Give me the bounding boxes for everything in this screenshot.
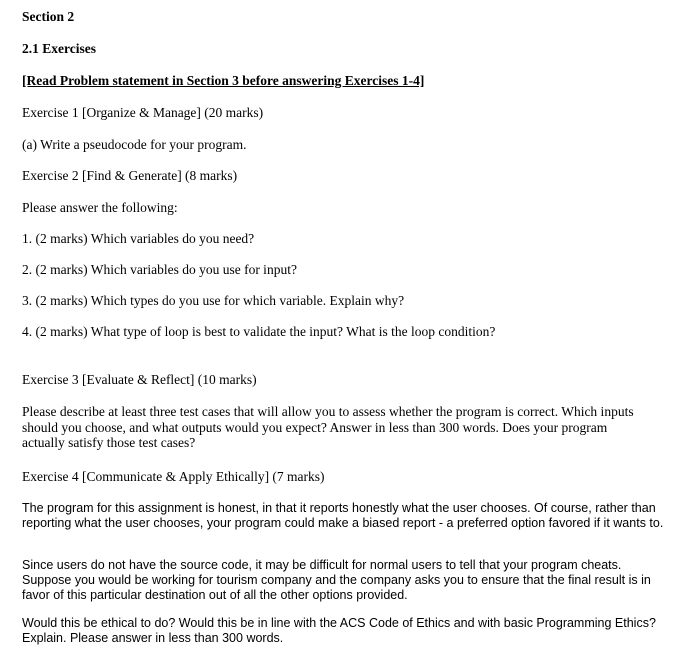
instruction-note: [Read Problem statement in Section 3 before answering Exercises 1-4] [22,73,425,88]
exercise4-paragraph-3: Would this be ethical to do? Would this be in line with the ACS Code of Ethics and with basic Programming Ethics? Explain. Please answer in less than 300 words. [22,616,656,645]
exercise3-body: Please describe at least three test cases that will allow you to assess whether the program is correct. Which inputs should you choose, and what outputs would you expect? Answer in less than 300 words. Does your program actually satisfy those test cases? [22,404,634,450]
exercise2-question-3: 3. (2 marks) Which types do you use for which variable. Explain why? [22,293,405,308]
subsection-title: 2.1 Exercises [22,41,96,56]
exercise4-heading: Exercise 4 [Communicate & Apply Ethically] (7 marks) [22,469,325,484]
exercise2-question-4: 4. (2 marks) What type of loop is best to validate the input? What is the loop condition? [22,324,496,339]
exercise1-task: (a) Write a pseudocode for your program. [22,137,247,152]
exercise2-question-1: 1. (2 marks) Which variables do you need? [22,231,255,246]
exercise2-question-2: 2. (2 marks) Which variables do you use for input? [22,262,297,277]
exercise4-paragraph-2: Since users do not have the source code, it may be difficult for normal users to tell that your program cheats. Suppose you would be working for tourism company and the company asks you to ensure that the final result is in favor of this particular destination out of all the other options provided. [22,558,651,602]
exercise1-heading: Exercise 1 [Organize & Manage] (20 marks) [22,105,264,120]
exercise4-paragraph-1: The program for this assignment is honest, in that it reports honestly what the user chooses. Of course, rather than reporting what the user chooses, your program could make a biased report - a preferred option favored if it wants to. [22,501,664,530]
exercise3-heading: Exercise 3 [Evaluate & Reflect] (10 marks) [22,372,257,387]
exercise2-intro: Please answer the following: [22,200,178,215]
exercise2-heading: Exercise 2 [Find & Generate] (8 marks) [22,168,238,183]
section-title: Section 2 [22,9,75,24]
